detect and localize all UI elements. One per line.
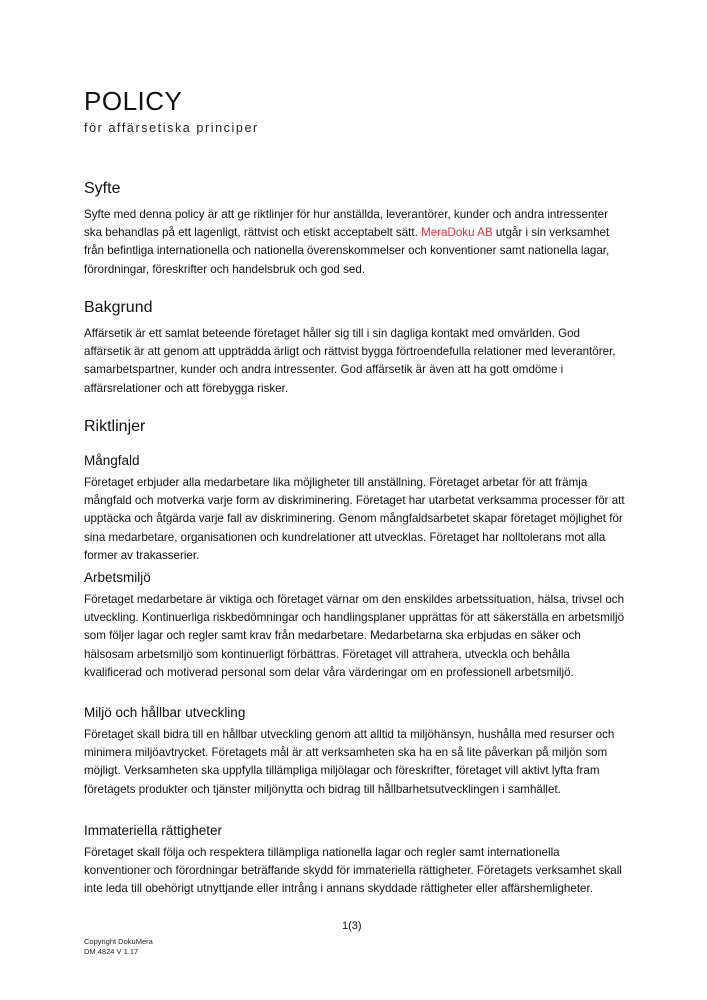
subsection-heading-miljo: Miljö och hållbar utveckling	[84, 705, 246, 720]
section-text-bakgrund: Affärsetik är ett samlat beteende företaget håller sig till i sin dagliga kontakt med omvärlden. God affärsetik är att genom att uppträdda ärligt och rättvist bygga förtroendefulla relationer med leverantörer, samarbetspartner, kunder och andra intressenter. God affärsetik är även att ha gott omdöme i affärsrelationer och att förebygga risker.	[84, 327, 616, 395]
section-heading-riktlinjer: Riktlinjer	[84, 418, 146, 435]
subsection-text-mangfald: Företaget erbjuder alla medarbetare lika möjligheter till anställning. Företaget arbetar för att främja mångfald och motverka varje form av diskriminering. Företaget har utarbetat verksamma processer för att upptäcka och åtgärda varje fall av diskriminering. Genom mångfaldsarbetet skapar företaget möjlighet för sina medarbetare, organisationen och kundrelationer att utvecklas. Företaget har nolltolerans mot alla former av trakasserier.	[84, 476, 625, 562]
document-title: POLICY	[84, 86, 183, 116]
page-number: 1(3)	[342, 920, 362, 932]
section-text-syfte	[84, 206, 629, 279]
subsection-heading-arbetsmiljo: Arbetsmiljö	[84, 570, 151, 585]
subsection-text-arbetsmiljo: Företaget medarbetare är viktiga och företaget värnar om den enskildes arbetssituation, hälsa, trivsel och utveckling. Kontinuerliga riskbedömningar och handlingsplaner upprättas för att säkerställa en arbetsmiljö som följer lagar och regler samt krav från medarbetare. Medarbetarna ska erbjudas en säker och hälsosam arbetsmiljö som kontinuerligt förbättras. Företaget vill attrahera, utveckla och behålla kvalificerad och motiverad personal som delar våra värderingar om en professionell arbetsmiljö.	[84, 593, 625, 679]
section-heading-bakgrund: Bakgrund	[84, 299, 153, 316]
subsection-heading-immateriella: Immateriella rättigheter	[84, 823, 223, 838]
company-name: MeraDoku AB	[421, 226, 493, 240]
section-heading-syfte: Syfte	[84, 180, 121, 197]
document-subtitle: för affärsetiska principer	[84, 121, 259, 135]
subsection-heading-mangfald: Mångfald	[84, 453, 140, 468]
footer-doc-id: DM 4824 V 1.17	[84, 947, 139, 956]
subsection-text-immateriella: Företaget skall följa och respektera tillämpliga nationella lagar och regler samt internationella konventioner och förordningar beträffande skydd för immateriella rättigheter. Företagets verksamhet skall inte leda till obehörigt utnyttjande eller intrång i annans skyddade rättigheter eller affärshemligheter.	[84, 846, 622, 896]
footer-copyright: Copyright DokuMera	[84, 937, 153, 946]
subsection-text-miljo: Företaget skall bidra till en hållbar utveckling genom att alltid ta miljöhänsyn, hushålla med resurser och minimera miljöavtrycket. Företagets mål är att verksamheten ska ha en så lite påverkan på miljön som möjligt. Verksamheten ska uppfylla tillämpliga miljölagar och föreskrifter, företaget vill aktivt lyfta fram företagets produkter och tjänster miljönytta och bidrag till hållbarhetsutvecklingen i samhället.	[84, 728, 615, 796]
syfte-text-part2: utgår i sin verksamhet från befintliga internationella och nationella överenskommelser och konventioner samt nationella lagar, förordningar, föreskrifter och handelsbruk och god sed.	[84, 226, 610, 276]
footer	[84, 937, 153, 957]
syfte-text-part1: Syfte med denna policy är att ge riktlinjer för hur anställda, leverantörer, kunder och andra intressenter ska behandlas på ett lagenligt, rättvist och etiskt acceptabelt sätt.	[84, 208, 608, 240]
